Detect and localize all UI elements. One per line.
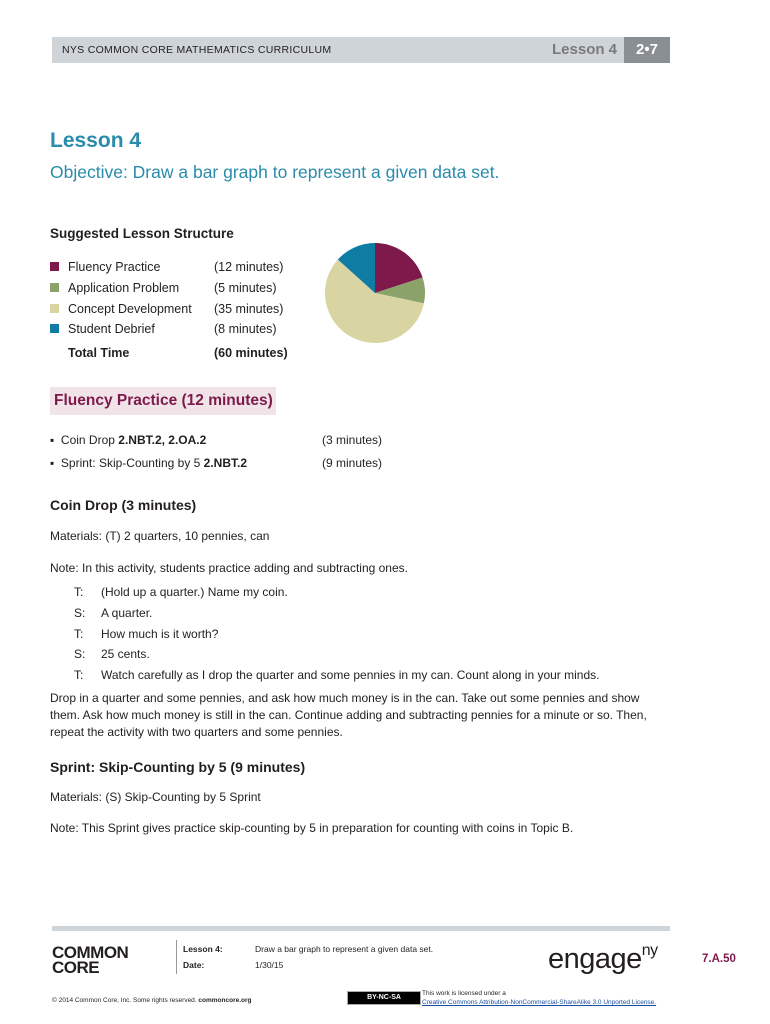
dialogue-speaker: T: [74, 585, 84, 599]
lesson-structure-pie-chart [324, 242, 426, 344]
color-swatch [50, 283, 59, 292]
dialogue-line: A quarter. [101, 606, 153, 620]
footer-date-value: 1/30/15 [255, 960, 284, 970]
sprint-note: Note: This Sprint gives practice skip-counting by 5 in preparation for counting with coins in Topic B. [50, 821, 574, 835]
structure-item [50, 322, 155, 336]
fluency-heading: Fluency Practice (12 minutes) [54, 392, 273, 409]
logo-line-2: CORE [52, 958, 100, 977]
coin-drop-materials: Materials: (T) 2 quarters, 10 pennies, can [50, 529, 270, 543]
dialogue-line: How much is it worth? [101, 627, 219, 641]
grade-module-badge: 2•7 [624, 37, 670, 63]
page-number: 7.A.50 [702, 953, 736, 965]
cc-license-badge: BY-NC-SA [347, 991, 421, 1005]
structure-item-minutes: (35 minutes) [214, 302, 284, 316]
bullet-standard: 2.NBT.2 [203, 456, 248, 470]
coin-drop-paragraph: Drop in a quarter and some pennies, and ask how much money is in the can. Take out some pennies and show them. Ask how much money is still in the can. Continue adding and subtracting pennies for a minute or so. Then, repeat the activity with two quarters and some pennies. [50, 691, 647, 739]
fluency-bullet: ▪ Coin Drop 2.NBT.2, 2.OA.2 [50, 433, 207, 447]
dialogue-speaker: T: [74, 627, 84, 641]
dialogue-line: 25 cents. [101, 647, 150, 661]
bullet-minutes: (3 minutes) [322, 433, 383, 447]
bullet-standard: 2.NBT.2, 2.OA.2 [118, 433, 207, 447]
common-core-logo [52, 945, 128, 975]
coin-drop-heading: Coin Drop (3 minutes) [50, 497, 197, 513]
structure-item-label: Application Problem [68, 281, 180, 295]
structure-item-minutes: (12 minutes) [214, 260, 284, 274]
license-link[interactable]: Creative Commons Attribution-NonCommercial-ShareAlike 3.0 Unported License. [422, 999, 657, 1006]
structure-item-minutes: (5 minutes) [214, 281, 277, 295]
dialogue-speaker: S: [74, 606, 86, 620]
structure-item-label: Concept Development [68, 302, 192, 316]
total-time-minutes: (60 minutes) [214, 346, 288, 360]
footer-divider [176, 940, 177, 974]
structure-item [50, 281, 179, 295]
dialogue-speaker: S: [74, 647, 86, 661]
footer-rule [52, 926, 670, 931]
brand-sup: ny [641, 942, 658, 959]
sprint-heading: Sprint: Skip-Counting by 5 (9 minutes) [50, 759, 306, 775]
structure-item [50, 260, 160, 274]
engageny-logo [548, 942, 658, 976]
sprint-materials: Materials: (S) Skip-Counting by 5 Sprint [50, 790, 261, 804]
structure-item-label: Fluency Practice [68, 260, 161, 274]
copyright [52, 997, 252, 1004]
footer-lesson-label: Lesson 4: [183, 944, 223, 954]
coin-drop-note: Note: In this activity, students practice adding and subtracting ones. [50, 561, 408, 575]
copyright-text: © 2014 Common Core, Inc. Some rights reserved. [52, 997, 199, 1004]
bullet-text: Sprint: Skip-Counting by 5 [60, 456, 204, 470]
header-lesson: Lesson 4 [552, 41, 618, 58]
total-time-label: Total Time [68, 346, 130, 360]
structure-item-minutes: (8 minutes) [214, 322, 277, 336]
bullet-minutes: (9 minutes) [322, 456, 383, 470]
lesson-title: Lesson 4 [50, 129, 142, 152]
lesson-structure-heading: Suggested Lesson Structure [50, 226, 234, 241]
structure-item [50, 302, 192, 316]
dialogue-speaker: T: [74, 668, 84, 682]
brand-text: engage [548, 943, 642, 975]
footer-lesson-value: Draw a bar graph to represent a given data set. [255, 944, 434, 954]
bullet-text: Coin Drop [60, 433, 119, 447]
copyright-site: commoncore.org [198, 997, 252, 1004]
color-swatch [50, 324, 59, 333]
license-text: This work is licensed under a [422, 990, 506, 997]
color-swatch [50, 262, 59, 271]
logo-line-1: COMMON [52, 943, 129, 962]
structure-item-label: Student Debrief [68, 322, 155, 336]
dialogue-line: (Hold up a quarter.) Name my coin. [101, 585, 288, 599]
footer-date-label: Date: [183, 960, 205, 970]
curriculum-label: NYS COMMON CORE MATHEMATICS CURRICULUM [62, 44, 332, 56]
objective: Objective: Draw a bar graph to represent a given data set. [50, 162, 500, 182]
dialogue-line: Watch carefully as I drop the quarter and some pennies in my can. Count along in your minds. [101, 668, 600, 682]
color-swatch [50, 304, 59, 313]
fluency-bullet: ▪ Sprint: Skip-Counting by 5 2.NBT.2 [50, 456, 248, 470]
